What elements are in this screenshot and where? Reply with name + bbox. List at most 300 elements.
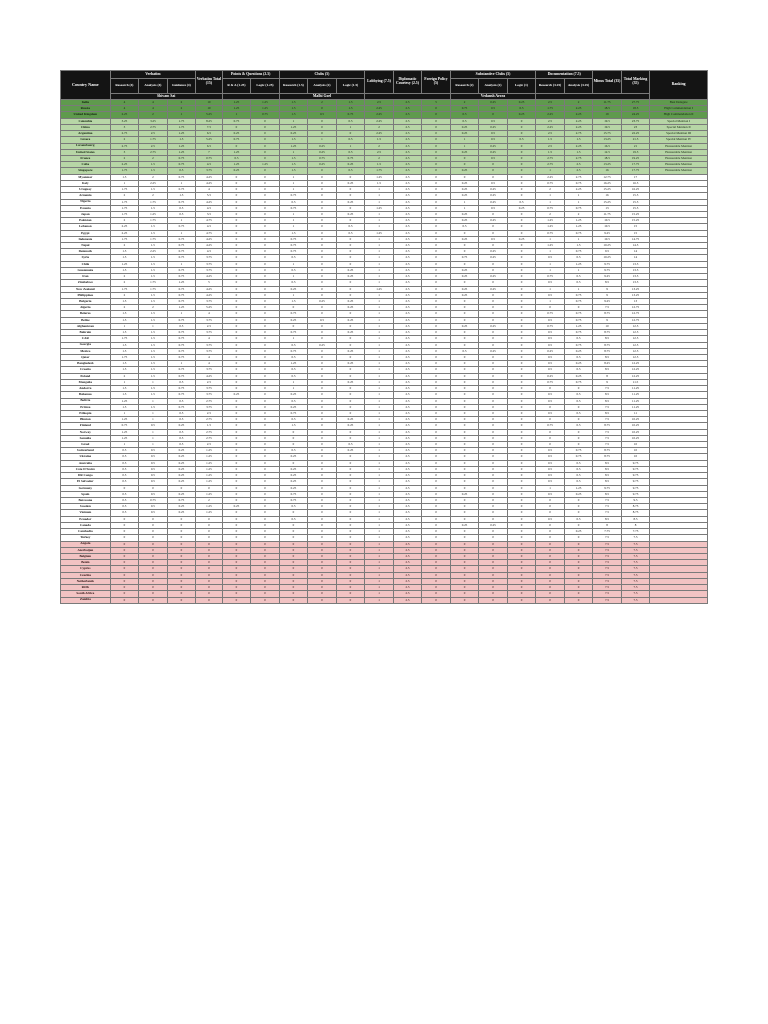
score-cell: 1 bbox=[365, 572, 394, 578]
ranking-cell: Honourable Mention bbox=[650, 155, 708, 161]
score-cell: 19.5 bbox=[621, 149, 650, 155]
score-cell: 0.5 bbox=[222, 155, 251, 161]
score-cell: 0 bbox=[308, 516, 337, 522]
score-cell: 0.5 bbox=[279, 504, 308, 510]
table-header bbox=[61, 71, 708, 100]
score-cell: 1 bbox=[365, 541, 394, 547]
score-cell: 1 bbox=[564, 193, 593, 199]
score-cell: 1 bbox=[167, 218, 196, 224]
score-cell: 0 bbox=[222, 460, 251, 466]
country-cell: Belize bbox=[61, 317, 111, 323]
score-cell: 2.5 bbox=[393, 479, 422, 485]
score-cell: 0 bbox=[167, 591, 196, 597]
score-cell: 1 bbox=[279, 118, 308, 124]
score-cell: 3.75 bbox=[196, 261, 223, 267]
country-cell: Netherlands bbox=[61, 578, 111, 584]
score-cell: 0 bbox=[422, 479, 451, 485]
score-cell: 2.5 bbox=[393, 429, 422, 435]
score-cell: 0 bbox=[507, 547, 536, 553]
score-cell: 0.25 bbox=[308, 149, 337, 155]
score-cell: 0.5 bbox=[279, 342, 308, 348]
score-cell: 0 bbox=[507, 504, 536, 510]
score-cell: 0 bbox=[251, 243, 280, 249]
score-cell: 1.5 bbox=[564, 137, 593, 143]
score-cell: 8.25 bbox=[196, 118, 223, 124]
score-cell: 1 bbox=[365, 516, 394, 522]
score-cell: 1 bbox=[336, 124, 365, 130]
score-cell: 2.25 bbox=[110, 162, 139, 168]
score-cell: 19.25 bbox=[621, 155, 650, 161]
score-cell: 0.25 bbox=[336, 448, 365, 454]
score-cell: 2.5 bbox=[393, 205, 422, 211]
score-cell: 1 bbox=[365, 522, 394, 528]
score-cell: 1.75 bbox=[167, 124, 196, 130]
country-cell: Angola bbox=[61, 541, 111, 547]
score-cell: 0 bbox=[479, 398, 508, 404]
score-cell: 7.5 bbox=[621, 535, 650, 541]
score-cell: 1.5 bbox=[110, 249, 139, 255]
score-cell: 4.5 bbox=[196, 249, 223, 255]
score-cell: 0.25 bbox=[167, 491, 196, 497]
score-cell: 0 bbox=[251, 143, 280, 149]
score-cell: 0.25 bbox=[536, 348, 565, 354]
score-cell: 2.5 bbox=[393, 404, 422, 410]
score-cell: 1.25 bbox=[365, 205, 394, 211]
score-cell: 8.75 bbox=[593, 423, 622, 429]
score-cell: 1.5 bbox=[139, 205, 168, 211]
score-cell: 2.5 bbox=[393, 174, 422, 180]
score-cell: 0 bbox=[279, 522, 308, 528]
score-cell: 2.5 bbox=[393, 529, 422, 535]
score-cell: 0 bbox=[450, 535, 479, 541]
score-cell: 2.75 bbox=[196, 398, 223, 404]
score-cell: 0 bbox=[450, 516, 479, 522]
score-cell: 0 bbox=[222, 529, 251, 535]
score-cell: 0 bbox=[422, 553, 451, 559]
score-cell: 0 bbox=[536, 529, 565, 535]
score-cell: 0 bbox=[251, 535, 280, 541]
header-lobbying: Lobbying (7.5) bbox=[365, 71, 394, 94]
score-cell: 2.5 bbox=[139, 143, 168, 149]
score-cell: 0 bbox=[139, 578, 168, 584]
score-cell: 1 bbox=[365, 566, 394, 572]
score-cell: 0 bbox=[536, 597, 565, 603]
score-cell: 8.5 bbox=[593, 460, 622, 466]
score-cell: 8 bbox=[593, 522, 622, 528]
score-cell: 8.75 bbox=[621, 510, 650, 516]
score-cell: 0 bbox=[308, 124, 337, 130]
score-cell: 0.25 bbox=[450, 274, 479, 280]
score-cell: 0 bbox=[196, 585, 223, 591]
score-cell: 2.5 bbox=[393, 491, 422, 497]
score-cell: 0 bbox=[251, 205, 280, 211]
score-cell: 10 bbox=[196, 106, 223, 112]
score-cell: 3.5 bbox=[196, 211, 223, 217]
score-cell: 0 bbox=[336, 460, 365, 466]
score-cell: 1.25 bbox=[564, 485, 593, 491]
score-cell: 4.25 bbox=[196, 174, 223, 180]
score-cell: 2.5 bbox=[393, 498, 422, 504]
score-cell: 0 bbox=[251, 585, 280, 591]
score-cell: 0.5 bbox=[139, 454, 168, 460]
score-cell: 1.75 bbox=[110, 168, 139, 174]
score-cell: 0.5 bbox=[564, 460, 593, 466]
score-cell: 0.5 bbox=[279, 280, 308, 286]
score-cell: 4.75 bbox=[196, 230, 223, 236]
score-cell: 0.5 bbox=[564, 516, 593, 522]
score-cell: 0.5 bbox=[536, 410, 565, 416]
score-cell: 0 bbox=[479, 510, 508, 516]
score-cell: 0 bbox=[251, 299, 280, 305]
score-cell: 8.5 bbox=[593, 336, 622, 342]
score-cell: 0 bbox=[251, 479, 280, 485]
score-cell: 2.5 bbox=[393, 541, 422, 547]
score-cell: 1 bbox=[279, 187, 308, 193]
score-cell: 0.5 bbox=[167, 323, 196, 329]
score-cell: 0.75 bbox=[450, 106, 479, 112]
score-cell: 0 bbox=[422, 330, 451, 336]
score-cell: 0 bbox=[450, 174, 479, 180]
score-cell: 1.25 bbox=[196, 510, 223, 516]
score-cell: 1.25 bbox=[222, 149, 251, 155]
score-cell: 1 bbox=[365, 255, 394, 261]
score-cell: 0 bbox=[422, 392, 451, 398]
header-sub: Guidance (4) bbox=[167, 79, 196, 94]
score-cell: 0 bbox=[479, 423, 508, 429]
score-cell: 16 bbox=[593, 168, 622, 174]
score-cell: 2.5 bbox=[393, 193, 422, 199]
score-cell: 0 bbox=[422, 466, 451, 472]
score-cell: 8.75 bbox=[593, 311, 622, 317]
score-cell: 0 bbox=[564, 417, 593, 423]
score-cell: 0 bbox=[450, 485, 479, 491]
score-cell: 0 bbox=[222, 193, 251, 199]
score-cell: 0 bbox=[479, 162, 508, 168]
score-cell: 0 bbox=[507, 479, 536, 485]
score-cell: 2.5 bbox=[393, 267, 422, 273]
score-cell: 0.5 bbox=[167, 211, 196, 217]
score-cell: 1 bbox=[365, 398, 394, 404]
score-cell: 1.5 bbox=[279, 137, 308, 143]
country-cell: Armenia bbox=[61, 193, 111, 199]
score-cell: 0 bbox=[479, 174, 508, 180]
score-cell: 0 bbox=[336, 174, 365, 180]
score-cell: 4.25 bbox=[196, 236, 223, 242]
score-cell: 0.75 bbox=[167, 236, 196, 242]
score-cell: 0.75 bbox=[167, 162, 196, 168]
ranking-cell: Honourable Mention bbox=[650, 149, 708, 155]
score-cell: 0 bbox=[479, 553, 508, 559]
score-cell: 0.5 bbox=[479, 236, 508, 242]
score-cell: 0 bbox=[507, 553, 536, 559]
score-cell: 1.25 bbox=[564, 224, 593, 230]
score-cell: 1.5 bbox=[110, 342, 139, 348]
score-cell: 0.5 bbox=[110, 498, 139, 504]
score-cell: 11.25 bbox=[621, 398, 650, 404]
score-cell: 0 bbox=[251, 261, 280, 267]
score-cell: 0.5 bbox=[450, 118, 479, 124]
score-cell: 3.75 bbox=[196, 404, 223, 410]
score-cell: 0 bbox=[450, 541, 479, 547]
score-cell: 2.5 bbox=[393, 354, 422, 360]
score-cell: 2.5 bbox=[393, 591, 422, 597]
score-cell: 0 bbox=[450, 529, 479, 535]
country-cell: Bahamas bbox=[61, 392, 111, 398]
score-cell: 7.5 bbox=[593, 429, 622, 435]
score-cell: 0 bbox=[251, 522, 280, 528]
score-cell: 0.5 bbox=[308, 317, 337, 323]
score-cell: 0 bbox=[222, 261, 251, 267]
score-cell: 0 bbox=[308, 398, 337, 404]
score-cell: 1.25 bbox=[251, 106, 280, 112]
score-cell: 13 bbox=[621, 299, 650, 305]
score-cell: 13.25 bbox=[593, 137, 622, 143]
score-cell: 4.25 bbox=[196, 292, 223, 298]
score-cell: 0.25 bbox=[336, 379, 365, 385]
score-cell: 0 bbox=[479, 317, 508, 323]
score-cell: 0 bbox=[251, 448, 280, 454]
score-cell: 0.75 bbox=[279, 410, 308, 416]
score-cell: 0 bbox=[336, 479, 365, 485]
score-cell: 8.75 bbox=[621, 504, 650, 510]
score-cell: 0.75 bbox=[167, 187, 196, 193]
score-cell: 0.5 bbox=[110, 454, 139, 460]
score-cell: 0 bbox=[450, 466, 479, 472]
score-cell: 0.25 bbox=[450, 131, 479, 137]
score-cell: 0.5 bbox=[536, 255, 565, 261]
score-cell: 0 bbox=[564, 498, 593, 504]
score-cell: 1.5 bbox=[139, 261, 168, 267]
score-cell: 0 bbox=[222, 578, 251, 584]
score-cell: 0 bbox=[222, 230, 251, 236]
score-cell: 0 bbox=[222, 498, 251, 504]
score-cell: 0 bbox=[507, 292, 536, 298]
score-cell: 0 bbox=[422, 522, 451, 528]
score-cell: 0 bbox=[507, 323, 536, 329]
score-cell: 4 bbox=[139, 106, 168, 112]
score-cell: 0.75 bbox=[167, 267, 196, 273]
score-cell: 0 bbox=[479, 404, 508, 410]
score-cell: 1.5 bbox=[564, 149, 593, 155]
score-cell: 0.25 bbox=[336, 305, 365, 311]
score-cell: 10 bbox=[196, 100, 223, 106]
score-cell: 5.25 bbox=[196, 112, 223, 118]
country-cell: Norway bbox=[61, 429, 111, 435]
score-cell: 0 bbox=[507, 566, 536, 572]
score-cell: 0 bbox=[308, 205, 337, 211]
score-cell: 0 bbox=[222, 348, 251, 354]
score-cell: 0.25 bbox=[479, 286, 508, 292]
score-cell: 0.75 bbox=[336, 155, 365, 161]
score-cell: 0 bbox=[536, 435, 565, 441]
score-cell: 0 bbox=[251, 342, 280, 348]
score-cell: 1 bbox=[365, 454, 394, 460]
score-cell: 0 bbox=[251, 386, 280, 392]
score-cell: 12.5 bbox=[621, 336, 650, 342]
score-cell: 2.5 bbox=[393, 560, 422, 566]
score-cell: 0 bbox=[479, 305, 508, 311]
score-cell: 0 bbox=[308, 261, 337, 267]
score-cell: 0.5 bbox=[479, 155, 508, 161]
country-cell: France bbox=[61, 155, 111, 161]
score-cell: 0.25 bbox=[336, 317, 365, 323]
score-cell: 4.5 bbox=[196, 224, 223, 230]
score-cell: 5.25 bbox=[196, 305, 223, 311]
score-cell: 0 bbox=[422, 417, 451, 423]
country-cell: Turkey bbox=[61, 535, 111, 541]
score-cell: 3.75 bbox=[196, 386, 223, 392]
score-cell: 0 bbox=[308, 572, 337, 578]
score-cell: 1 bbox=[110, 180, 139, 186]
score-cell: 0 bbox=[450, 386, 479, 392]
score-cell: 0 bbox=[222, 199, 251, 205]
score-cell: 2.25 bbox=[110, 112, 139, 118]
table-row bbox=[61, 597, 708, 603]
score-cell: 0 bbox=[422, 236, 451, 242]
score-cell: 1 bbox=[365, 267, 394, 273]
ranking-cell bbox=[650, 597, 708, 603]
score-cell: 27.75 bbox=[621, 100, 650, 106]
score-cell: 1 bbox=[365, 348, 394, 354]
score-cell: 0.75 bbox=[167, 299, 196, 305]
score-cell: 0 bbox=[251, 305, 280, 311]
ranking-cell: Special Mention IV bbox=[650, 137, 708, 143]
score-cell: 0 bbox=[479, 448, 508, 454]
score-cell: 1.5 bbox=[110, 386, 139, 392]
score-cell: 2.5 bbox=[393, 230, 422, 236]
header-minus-total: Minus Total (35) bbox=[593, 71, 622, 94]
score-cell: 2 bbox=[110, 193, 139, 199]
score-cell: 1 bbox=[536, 286, 565, 292]
score-cell: 1 bbox=[110, 379, 139, 385]
score-cell: 0 bbox=[536, 560, 565, 566]
score-cell: 2.75 bbox=[196, 429, 223, 435]
country-cell: Guatemala bbox=[61, 267, 111, 273]
score-cell: 0.25 bbox=[479, 249, 508, 255]
score-cell: 3.75 bbox=[196, 255, 223, 261]
score-cell: 0 bbox=[422, 404, 451, 410]
score-cell: 0 bbox=[251, 510, 280, 516]
score-cell: 0 bbox=[422, 143, 451, 149]
score-cell: 0 bbox=[251, 348, 280, 354]
score-cell: 0.75 bbox=[279, 205, 308, 211]
score-cell: 0 bbox=[251, 155, 280, 161]
score-cell: 12.75 bbox=[593, 174, 622, 180]
score-cell: 10.25 bbox=[621, 435, 650, 441]
score-cell: 1 bbox=[536, 299, 565, 305]
score-cell: 15.25 bbox=[621, 218, 650, 224]
score-cell: 0 bbox=[251, 553, 280, 559]
country-cell: Singapore bbox=[61, 168, 111, 174]
score-cell: 0.75 bbox=[167, 224, 196, 230]
score-cell: 0 bbox=[422, 535, 451, 541]
score-cell: 0 bbox=[222, 448, 251, 454]
score-cell: 0 bbox=[222, 466, 251, 472]
score-cell: 0 bbox=[139, 591, 168, 597]
score-cell: 0.25 bbox=[308, 342, 337, 348]
score-cell: 0 bbox=[336, 535, 365, 541]
score-cell: 1.5 bbox=[110, 299, 139, 305]
score-cell: 0.75 bbox=[536, 180, 565, 186]
score-cell: 0 bbox=[422, 155, 451, 161]
score-cell: 9.75 bbox=[621, 479, 650, 485]
score-cell: 17 bbox=[621, 174, 650, 180]
score-cell: 1 bbox=[365, 361, 394, 367]
score-cell: 0.5 bbox=[564, 398, 593, 404]
header-sub: R & A (1.25) bbox=[222, 79, 251, 94]
score-cell: 2.25 bbox=[564, 143, 593, 149]
score-cell: 1.25 bbox=[536, 224, 565, 230]
score-cell: 2.5 bbox=[365, 100, 394, 106]
score-cell: 0 bbox=[507, 379, 536, 385]
score-cell: 0 bbox=[507, 330, 536, 336]
score-cell: 11.25 bbox=[621, 392, 650, 398]
score-cell: 2.5 bbox=[393, 342, 422, 348]
score-cell: 0 bbox=[536, 504, 565, 510]
score-cell: 0 bbox=[110, 591, 139, 597]
score-cell: 0 bbox=[308, 323, 337, 329]
score-cell: 1.5 bbox=[139, 404, 168, 410]
score-cell: 0 bbox=[308, 522, 337, 528]
score-cell: 0 bbox=[167, 516, 196, 522]
score-cell: 0 bbox=[422, 137, 451, 143]
score-cell: 0 bbox=[336, 286, 365, 292]
score-cell: 1.75 bbox=[110, 236, 139, 242]
score-cell: 0 bbox=[308, 286, 337, 292]
score-cell: 7.5 bbox=[621, 597, 650, 603]
score-cell: 15.75 bbox=[593, 131, 622, 137]
score-cell: 0 bbox=[251, 504, 280, 510]
score-cell: 0 bbox=[308, 429, 337, 435]
score-cell: 0.75 bbox=[564, 454, 593, 460]
score-cell: 0.5 bbox=[450, 224, 479, 230]
score-cell: 15 bbox=[621, 230, 650, 236]
country-cell: Greece bbox=[61, 137, 111, 143]
score-cell: 0 bbox=[450, 336, 479, 342]
country-cell: Uruguay bbox=[61, 187, 111, 193]
country-cell: Czechia bbox=[61, 572, 111, 578]
score-cell: 23.75 bbox=[621, 118, 650, 124]
score-cell: 0 bbox=[479, 330, 508, 336]
score-cell: 0 bbox=[308, 479, 337, 485]
score-cell: 19 bbox=[593, 112, 622, 118]
score-cell: 0 bbox=[279, 442, 308, 448]
score-cell: 1 bbox=[365, 491, 394, 497]
score-cell: 0.5 bbox=[536, 479, 565, 485]
score-cell: 16.25 bbox=[621, 187, 650, 193]
score-cell: 0 bbox=[308, 491, 337, 497]
score-cell: 0 bbox=[251, 211, 280, 217]
score-cell: 0 bbox=[564, 578, 593, 584]
score-cell: 0 bbox=[450, 317, 479, 323]
score-cell: 0 bbox=[196, 578, 223, 584]
score-cell: 0 bbox=[222, 236, 251, 242]
score-cell: 1.5 bbox=[110, 330, 139, 336]
score-cell: 2 bbox=[139, 112, 168, 118]
header-sub: Logic (1) bbox=[507, 79, 536, 94]
score-cell: 0 bbox=[251, 131, 280, 137]
score-cell: 0 bbox=[479, 429, 508, 435]
score-cell: 1.25 bbox=[251, 162, 280, 168]
score-cell: 0 bbox=[308, 466, 337, 472]
score-cell: 18.5 bbox=[621, 106, 650, 112]
score-cell: 0 bbox=[336, 373, 365, 379]
score-cell: 0 bbox=[422, 336, 451, 342]
score-cell: 0.5 bbox=[479, 137, 508, 143]
score-cell: 0 bbox=[222, 361, 251, 367]
country-cell: Bolivia bbox=[61, 398, 111, 404]
score-cell: 23 bbox=[621, 124, 650, 130]
